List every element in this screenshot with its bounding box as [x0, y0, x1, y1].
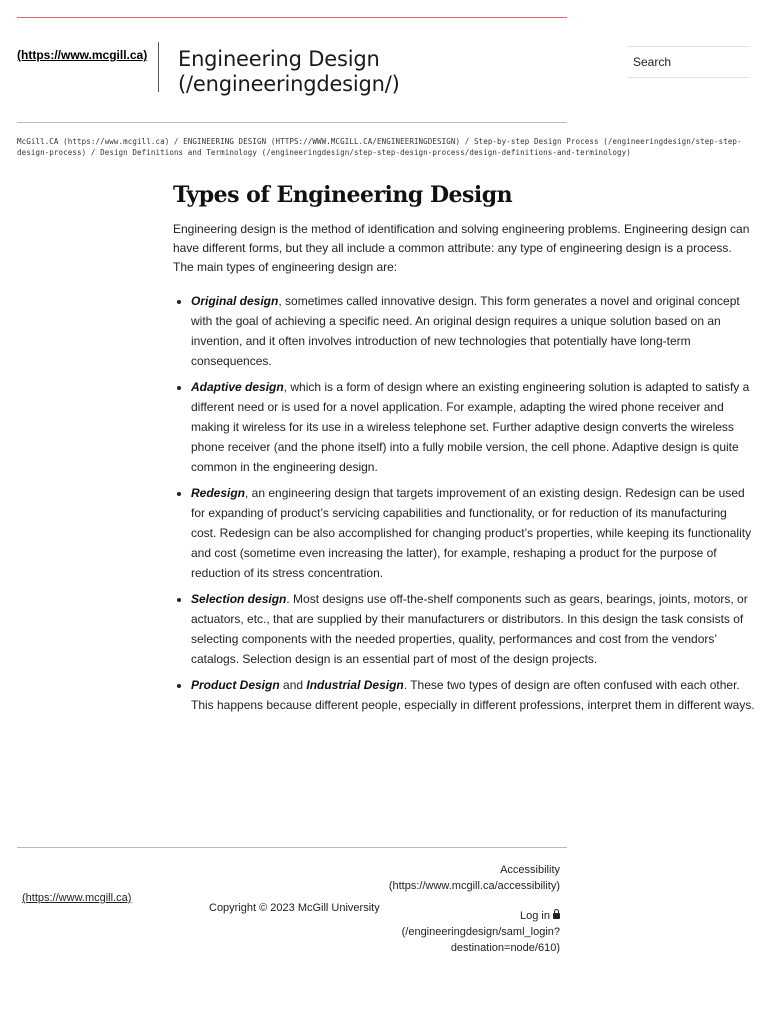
breadcrumb-item-mcgill[interactable]: McGill.CA (https://www.mcgill.ca) [17, 137, 170, 146]
item-text: , which is a form of design where an existing engineering solution is adapted to satisfy a different need or is used for a novel application. For example, adapting the wired phone receiver and making it wireless for its use in a wireless telephone set. Further adaptive design converts the wireless phone receiver (and the phone itself) into a fully mobile version, the cell phone. Adaptive design is quite common in the engineering design. [191, 380, 750, 474]
footer-links [380, 862, 560, 956]
search-box [627, 46, 750, 78]
accessibility-label: Accessibility [500, 864, 560, 876]
item-connector: and [279, 678, 307, 692]
login-url-line2: destination=node/610) [450, 942, 560, 954]
item-text: . Most designs use off-the-shelf components such as gears, bearings, joints, motors, or actuators, etc., that are supplied by their manufacturers or distributors. In this design the task consists of selecting components with the needed properties, quality, performances and cost from the vendors’ catalogs. Selection design is an essential part of most of the design projects. [191, 592, 748, 666]
item-text: , sometimes called innovative design. This form generates a novel and original concept with the goal of achieving a specific need. An original design requires a unique solution based on an invention, and it often involves introduction of new technologies that potentially have long-term consequences. [191, 294, 740, 368]
breadcrumb-separator: / [169, 137, 184, 146]
breadcrumb-item-engineering-design[interactable]: ENGINEERING DESIGN (HTTPS://WWW.MCGILL.CA/ENGINEERINGDESIGN) [183, 137, 461, 146]
term-selection-design: Selection design [191, 592, 287, 606]
footer-divider [17, 847, 567, 848]
term-product-design: Product Design [191, 678, 280, 692]
list-item-redesign [191, 483, 755, 583]
breadcrumb-separator: / [86, 148, 101, 157]
list-item-selection-design [191, 589, 755, 669]
search-input[interactable] [633, 55, 743, 69]
top-accent-rule [17, 17, 567, 18]
design-types-list [173, 291, 755, 715]
list-item-adaptive-design [191, 377, 755, 477]
accessibility-url: (https://www.mcgill.ca/accessibility) [388, 880, 560, 892]
term-industrial-design: Industrial Design [306, 678, 404, 692]
breadcrumb [17, 136, 747, 158]
lock-icon [553, 913, 560, 919]
term-adaptive-design: Adaptive design [191, 380, 284, 394]
intro-paragraph: Engineering design is the method of identification and solving engineering problems. Engineering design can have different forms, but they all include a common attribute: any type of engineering design is a process. The main types of engineering design are: [173, 222, 750, 274]
copyright-text: Copyright © 2023 McGill University [209, 902, 380, 914]
footer-mcgill-link[interactable]: (https://www.mcgill.ca) [22, 892, 132, 904]
login-link[interactable] [380, 908, 560, 956]
list-item-product-industrial-design [191, 675, 755, 715]
logo-divider [158, 42, 159, 92]
item-text: . These two types of design are often confused with each other. This happens because different people, especially in different professions, interpret them in different ways. [191, 678, 755, 712]
accessibility-link[interactable] [380, 862, 560, 894]
login-url-line1: (/engineeringdesign/saml_login? [401, 926, 560, 938]
breadcrumb-item-definitions[interactable]: Design Definitions and Terminology (/engineeringdesign/step-step-design-process/design-definitions-and-terminology) [100, 148, 631, 157]
main-content [173, 180, 755, 721]
mcgill-logo-link[interactable]: (https://www.mcgill.ca) [17, 48, 148, 62]
term-original-design: Original design [191, 294, 279, 308]
breadcrumb-separator: / [460, 137, 474, 146]
site-title-line2: (/engineeringdesign/) [178, 72, 400, 96]
site-title-line1: Engineering Design [178, 47, 380, 71]
list-item-original-design [191, 291, 755, 371]
page-title: Types of Engineering Design [173, 182, 513, 208]
site-title-link[interactable] [178, 47, 538, 97]
item-text: , an engineering design that targets improvement of an existing design. Redesign can be used for expanding of product’s servicing capabilities and functionality, or for reduction of its manufacturing cost. Redesign can be also accomplished for changing product’s properties, while keeping its functionality and cost (sometime even increasing the latter), for example, reshaping a product for the purpose of reduction of its stress concentration. [191, 486, 752, 580]
header-divider [17, 122, 567, 123]
term-redesign: Redesign [191, 486, 246, 500]
login-label: Log in [520, 910, 550, 922]
breadcrumb-item-step-by-step[interactable]: Step-by-step Design Process (/engineeringdesign/step-step-design-process) [17, 137, 742, 157]
